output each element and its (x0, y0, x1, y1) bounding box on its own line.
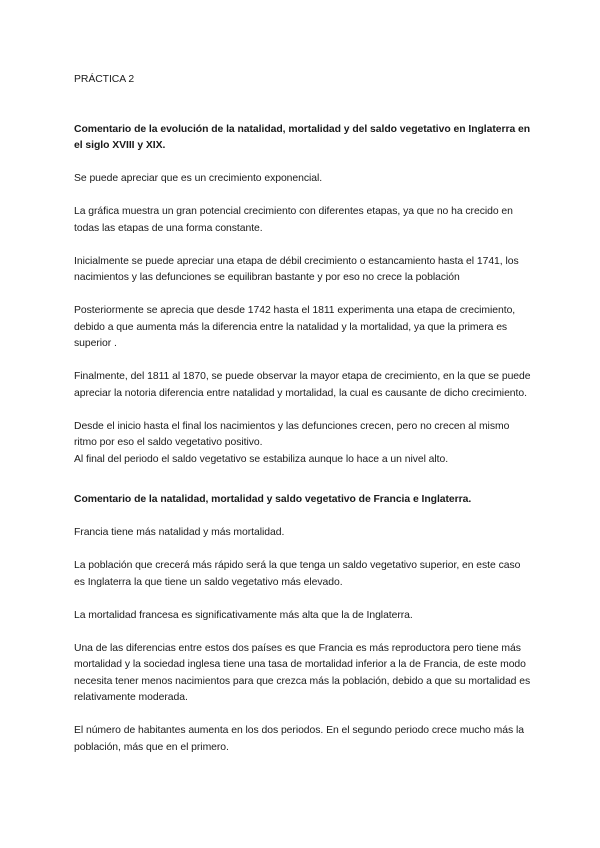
section-2-paragraph: El número de habitantes aumenta en los dos periodos. En el segundo periodo crece mucho más la población, más que en el primero. (74, 725, 524, 753)
section-2-heading: Comentario de la natalidad, mortalidad y saldo vegetativo de Francia e Inglaterra. (74, 494, 472, 505)
section-1-heading: Comentario de la evolución de la natalidad, mortalidad y del saldo vegetativo en Inglaterra en el siglo XVIII y XIX. (74, 123, 531, 151)
section-2-paragraph: Francia tiene más natalidad y más mortalidad. (74, 527, 285, 538)
section-1-paragraph: Inicialmente se puede apreciar una etapa de débil crecimiento o estancamiento hasta el 1741, los nacimientos y las defunciones se equilibran bastante y por eso no crece la población (74, 255, 519, 283)
section-1-paragraph: Se puede apreciar que es un crecimiento exponencial. (74, 173, 323, 184)
document-body (74, 72, 534, 773)
section-1-closing (74, 419, 534, 469)
page-title: PRÁCTICA 2 (74, 74, 135, 85)
section-2-paragraph: Una de las diferencias entre estos dos países es que Francia es más reproductora pero tiene más mortalidad y la sociedad inglesa tiene una tasa de mortalidad inferior a la de Francia, de este modo necesita tener menos nacimientos para que crezca más la población, debido a que su mortalidad es relativamente moderada. (74, 642, 531, 703)
section-2-paragraph: La población que crecerá más rápido será la que tenga un saldo vegetativo superior, en este caso es Inglaterra la que tiene un saldo vegetativo más elevado. (74, 560, 521, 588)
section-1-paragraph: Posteriormente se aprecia que desde 1742 hasta el 1811 experimenta una etapa de crecimiento, debido a que aumenta más la diferencia entre la natalidad y la mortalidad, ya que la primera es superior . (74, 305, 516, 349)
section-2-paragraph: La mortalidad francesa es significativamente más alta que la de Inglaterra. (74, 609, 413, 621)
section-1-paragraph: Finalmente, del 1811 al 1870, se puede observar la mayor etapa de crecimiento, en la que se puede apreciar la notoria diferencia entre natalidad y mortalidad, la cual es causante de dicho crecimiento. (74, 371, 531, 399)
section-1-paragraph: La gráfica muestra un gran potencial crecimiento con diferentes etapas, ya que no ha crecido en todas las etapas de una forma constante. (74, 206, 513, 234)
section-1-closing-line-2: Al final del periodo el saldo vegetativo se estabiliza aunque lo hace a un nivel alto. (74, 453, 449, 465)
section-1-closing-line-1: Desde el inicio hasta el final los nacimientos y las defunciones crecen, pero no crecen al mismo ritmo por eso el saldo vegetativo positivo. (74, 420, 510, 448)
